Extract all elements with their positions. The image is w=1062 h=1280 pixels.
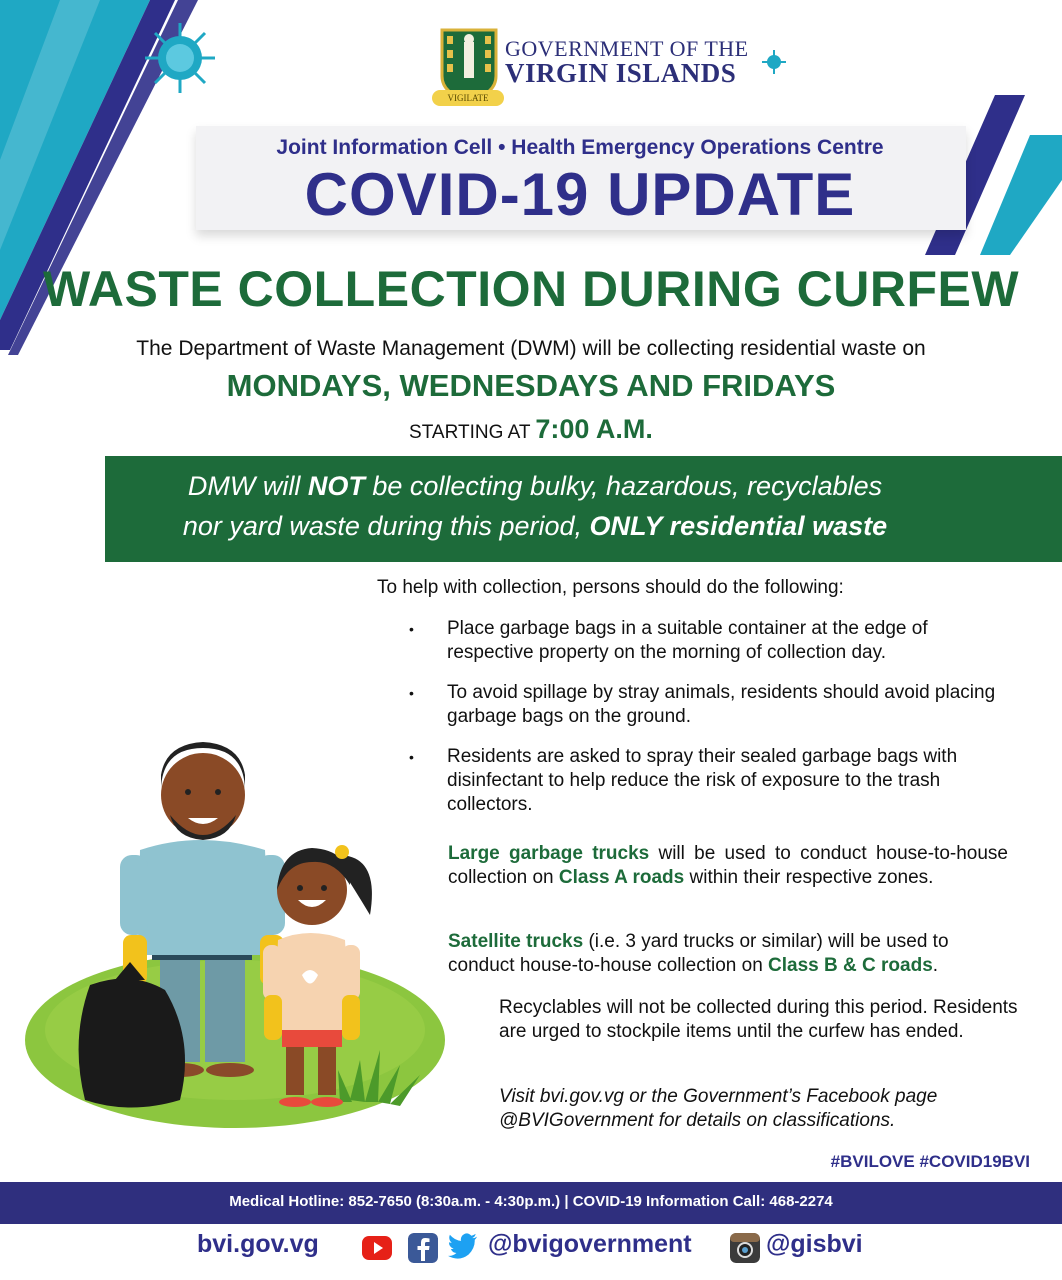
hotline-text: Medical Hotline: 852-7650 (8:30a.m. - 4:30p.m.) | COVID-19 Information Call: 468-2274 <box>229 1193 833 1210</box>
start-time-value: 7:00 A.M. <box>535 414 653 444</box>
start-prefix: STARTING AT <box>409 422 531 443</box>
recyclables-paragraph: Recyclables will not be collected during this period. Residents are urged to stockpile items until the curfew has ended. <box>499 997 1018 1042</box>
motto-scroll: VIGILATE <box>432 90 504 106</box>
class-a-roads: Class A roads <box>558 867 685 888</box>
twitter-handle[interactable]: @bvigovernment <box>488 1230 692 1258</box>
large-trucks-paragraph <box>448 842 1008 890</box>
help-intro: To help with collection, persons should do the following: <box>377 577 844 598</box>
notice-part3: be collecting bulky, hazardous, recyclables <box>364 471 883 501</box>
visit-paragraph: Visit bvi.gov.vg or the Government’s Facebook page @BVIGovernment for details on classifications. <box>499 1086 938 1131</box>
facebook-icon[interactable] <box>408 1233 438 1263</box>
instruction-list <box>407 617 1007 833</box>
notice-text <box>105 466 965 546</box>
large-trucks-text2: within their respective zones. <box>684 867 934 888</box>
satellite-trucks-text2: . <box>932 955 939 976</box>
youtube-icon[interactable] <box>362 1233 392 1263</box>
virus-icon <box>140 18 220 98</box>
virus-icon-small <box>762 50 786 74</box>
instagram-handle[interactable]: @gisbvi <box>766 1230 863 1258</box>
intro-text: The Department of Waste Management (DWM) will be collecting residential waste on <box>136 337 926 360</box>
collection-days: MONDAYS, WEDNESDAYS AND FRIDAYS <box>226 368 836 403</box>
notice-not: NOT <box>307 471 365 501</box>
website-link[interactable]: bvi.gov.vg <box>197 1230 319 1258</box>
large-trucks-text1: will be used to conduct house-to-house collection on <box>448 843 1008 888</box>
list-item: • Residents are asked to spray their sealed garbage bags with disinfectant to help reduce the risk of exposure to the trash collectors. <box>407 745 1007 817</box>
start-time <box>0 414 1062 445</box>
twitter-icon[interactable] <box>448 1231 478 1261</box>
instagram-icon[interactable] <box>730 1233 760 1263</box>
banner-title: COVID-19 UPDATE <box>304 161 856 228</box>
list-item: • To avoid spillage by stray animals, residents should avoid placing garbage bags on the ground. <box>407 681 1007 729</box>
satellite-trucks-label: Satellite trucks <box>448 931 584 952</box>
notice-part1: DMW will <box>187 471 308 501</box>
satellite-trucks-text1: (i.e. 3 yard trucks or similar) will be used to conduct house-to-house collection on <box>448 931 949 976</box>
gov-name-line2: VIRGIN ISLANDS <box>505 58 737 88</box>
banner-subtitle: Joint Information Cell • Health Emergency Operations Centre <box>276 136 884 159</box>
large-trucks-label: Large garbage trucks <box>448 843 650 864</box>
notice-only: ONLY residential waste <box>589 511 888 541</box>
government-name <box>505 38 749 87</box>
notice-part4: nor yard waste during this period, <box>182 511 590 541</box>
class-bc-roads: Class B & C roads <box>768 955 933 976</box>
satellite-trucks-paragraph <box>448 930 1008 978</box>
family-illustration <box>20 730 450 1130</box>
list-item: • Place garbage bags in a suitable container at the edge of respective property on the morning of collection day. <box>407 617 1007 665</box>
page-title: WASTE COLLECTION DURING CURFEW <box>42 261 1020 317</box>
gov-name-line1: GOVERNMENT OF THE <box>505 36 749 61</box>
hashtags: #BVILOVE #COVID19BVI <box>830 1152 1030 1171</box>
